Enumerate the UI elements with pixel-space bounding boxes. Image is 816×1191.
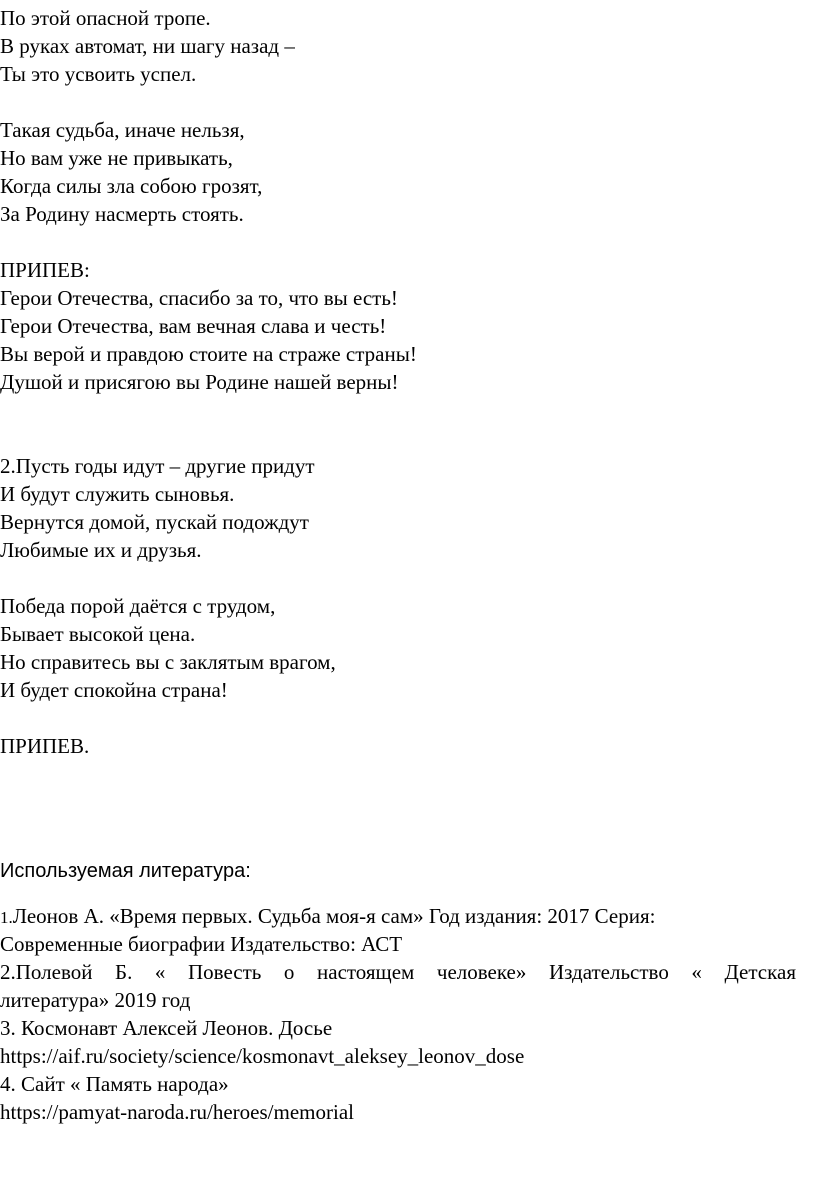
chorus-line-1: Герои Отечества, спасибо за то, что вы есть!: [0, 286, 398, 310]
verse1-line-3: Ты это усвоить успел.: [0, 62, 197, 86]
lit-item-2-line-2: литература» 2019 год: [0, 988, 191, 1012]
verse2b-line-2: Бывает высокой цена.: [0, 622, 196, 646]
verse1b-line-2: Но вам уже не привыкать,: [0, 146, 233, 170]
lit-item-1-text: Леонов А. «Время первых. Судьба моя-я сам» Год издания: 2017 Серия:: [12, 904, 656, 928]
lit-item-1-line-2: Современные биографии Издательство: АСТ: [0, 932, 403, 956]
lit-item-4-line-1: 4. Сайт « Память народа»: [0, 1072, 229, 1096]
verse1-line-2: В руках автомат, ни шагу назад –: [0, 34, 295, 58]
lit-item-2-line-1: 2.Полевой Б. « Повесть о настоящем человеке» Издательство « Детская: [0, 960, 796, 984]
verse1b-line-4: За Родину насмерть стоять.: [0, 202, 244, 226]
chorus-label: ПРИПЕВ:: [0, 258, 90, 282]
lit-item-1-line-1: [0, 902, 656, 930]
lit-item-3-line-1: 3. Космонавт Алексей Леонов. Досье: [0, 1016, 333, 1040]
lit-item-1-number: 1.: [0, 908, 13, 927]
verse1b-line-1: Такая судьба, иначе нельзя,: [0, 118, 245, 142]
chorus-line-3: Вы верой и правдою стоите на страже страны!: [0, 342, 417, 366]
chorus-line-4: Душой и присягою вы Родине нашей верны!: [0, 370, 399, 394]
lit-item-3-link[interactable]: https://aif.ru/society/science/kosmonavt_aleksey_leonov_dose: [0, 1044, 525, 1068]
verse2-line-3: Вернутся домой, пускай подождут: [0, 510, 309, 534]
verse2-line-1: 2.Пусть годы идут – другие придут: [0, 454, 315, 478]
lit-item-4-link[interactable]: https://pamyat-naroda.ru/heroes/memorial: [0, 1100, 354, 1124]
verse2b-line-1: Победа порой даётся с трудом,: [0, 594, 276, 618]
verse2-line-2: И будут служить сыновья.: [0, 482, 235, 506]
verse2b-line-3: Но справитесь вы с заклятым врагом,: [0, 650, 336, 674]
verse1-line-1: По этой опасной тропе.: [0, 6, 211, 30]
chorus-repeat: ПРИПЕВ.: [0, 734, 90, 758]
verse2b-line-4: И будет спокойна страна!: [0, 678, 228, 702]
literature-heading: Используемая литература:: [0, 860, 251, 882]
verse2-line-4: Любимые их и друзья.: [0, 538, 202, 562]
verse1b-line-3: Когда силы зла собою грозят,: [0, 174, 263, 198]
chorus-line-2: Герои Отечества, вам вечная слава и честь!: [0, 314, 387, 338]
